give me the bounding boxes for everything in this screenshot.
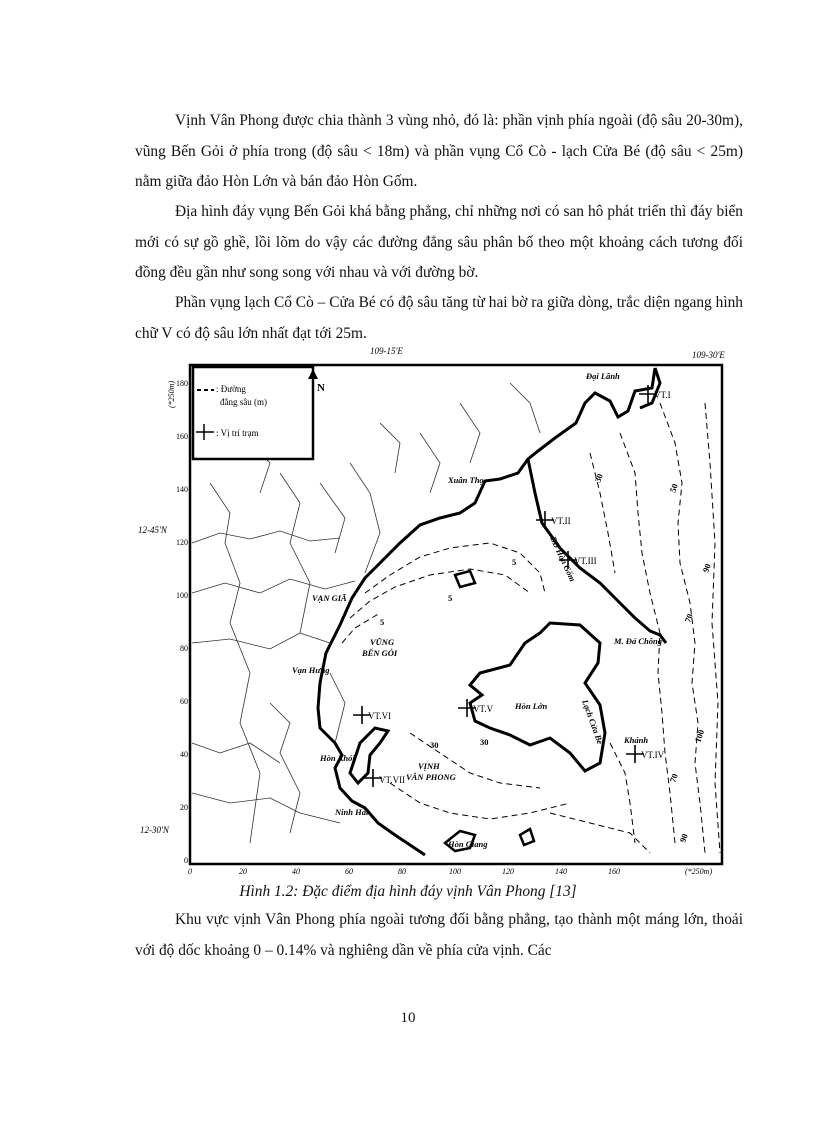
depth-label: 70 — [667, 772, 680, 784]
place-label: Hòn Lớn — [515, 701, 548, 711]
y-tick: 20 — [180, 803, 188, 812]
legend-box — [193, 367, 313, 459]
x-tick: 0 — [188, 867, 192, 876]
depth-label: 30 — [430, 740, 439, 750]
x-tick: 160 — [608, 867, 620, 876]
depth-label: 90 — [677, 832, 690, 844]
station-label: VT.V — [473, 704, 494, 714]
x-tick: 120 — [502, 867, 514, 876]
depth-label: 90 — [700, 562, 713, 574]
paragraph-2: Địa hình đáy vụng Bến Gỏi khá bằng phẳng, chỉ những nơi có san hô phát triển thì đáy biển mới có sự gồ ghề, lồi lõm do vậy các đường đẳng sâu phân bố theo một khoảng cách tương đối đồng đều gần như song song với nhau và với đường bờ. — [135, 203, 743, 281]
y-tick: 180 — [176, 379, 188, 388]
place-label: Ninh Hải — [335, 807, 369, 817]
station-label: VT.IV — [641, 750, 665, 760]
y-tick: 0 — [184, 856, 188, 865]
x-unit-label: (*250m) — [685, 867, 713, 876]
place-label: Vạn Hưng — [292, 665, 330, 675]
y-tick: 60 — [180, 697, 188, 706]
bathymetry-map-figure — [130, 343, 730, 883]
legend-station-label: : Vị trí trạm — [216, 428, 259, 438]
lat-lower-label: 12-30'N — [140, 825, 169, 835]
station-label: VT.VI — [368, 711, 392, 721]
place-label: VẠN GIÃ — [312, 593, 347, 603]
station-label: VT.I — [654, 390, 671, 400]
bathymetry-map — [130, 343, 730, 883]
station-label: VT.II — [551, 516, 571, 526]
depth-label: 30 — [592, 472, 605, 484]
y-tick: 100 — [176, 591, 188, 600]
place-label: VŨNG — [370, 637, 395, 647]
paragraph-1: Vịnh Vân Phong được chia thành 3 vùng nhỏ, đó là: phần vịnh phía ngoài (độ sâu 20-30m), vũng Bến Gỏi ở phía trong (độ sâu < 18m) và phần vụng Cổ Cò - lạch Cửa Bé (độ sâu < 25m) nằm giữa đảo Hòn Lớn và bán đảo Hòn Gốm. — [135, 112, 743, 190]
depth-label: 50 — [667, 482, 680, 494]
paragraph-3: Phần vụng lạch Cổ Cò – Cửa Bé có độ sâu tăng từ hai bờ ra giữa dòng, trắc diện ngang hình chữ V có độ sâu lớn nhất đạt tới 25m. — [135, 294, 743, 342]
station-label: VT.III — [574, 556, 597, 566]
y-tick: 140 — [176, 485, 188, 494]
depth-label: 30 — [480, 737, 489, 747]
x-tick: 20 — [239, 867, 247, 876]
paragraph-4: Khu vực vịnh Vân Phong phía ngoài tương đối bằng phẳng, tạo thành một máng lớn, thoải với độ dốc khoảng 0 – 0.14% và nghiêng dần về phía cửa vịnh. Các — [135, 911, 743, 959]
place-label: Xuân Thọ — [448, 475, 484, 485]
place-label: BẾN GỎI — [362, 648, 398, 658]
y-tick: 40 — [180, 750, 188, 759]
station-label: VT.VII — [379, 775, 406, 785]
x-tick: 60 — [345, 867, 353, 876]
figure-caption: Hình 1.2: Đặc điểm địa hình đáy vịnh Vân Phong [13] — [239, 883, 577, 900]
north-label: N — [317, 382, 325, 394]
place-label: M. Đá Chông — [614, 636, 662, 646]
x-tick: 100 — [449, 867, 461, 876]
lon-right-label: 109-30'E — [692, 350, 725, 360]
place-label: Lạch Cửa Bé — [580, 698, 606, 746]
place-label: Khánh — [624, 735, 649, 745]
y-unit-label: (*250m) — [167, 380, 176, 408]
x-tick: 40 — [292, 867, 300, 876]
x-tick: 140 — [555, 867, 567, 876]
depth-label: 5 — [512, 557, 517, 567]
depth-label: 5 — [448, 593, 453, 603]
y-tick: 160 — [176, 432, 188, 441]
place-label: Hòn Giang — [448, 839, 488, 849]
place-label: Đại Lãnh — [586, 371, 620, 381]
depth-label: 5 — [380, 617, 385, 627]
legend-isobath-label-1: : Đường — [216, 384, 246, 394]
depth-label: 100 — [692, 728, 707, 744]
lat-upper-label: 12-45'N — [138, 525, 167, 535]
depth-label: 70 — [682, 612, 695, 624]
y-tick: 120 — [176, 538, 188, 547]
x-tick: 80 — [398, 867, 406, 876]
place-label: BĐ Hòn Gốm — [548, 534, 578, 583]
place-label: Hòn Khói — [320, 753, 355, 763]
place-label: VỊNH — [418, 761, 440, 771]
place-label: VÂN PHONG — [406, 772, 456, 782]
lon-mid-label: 109-15'E — [370, 346, 403, 356]
legend-isobath-label-2: đẳng sâu (m) — [220, 397, 267, 407]
page-number: 10 — [400, 1010, 416, 1026]
y-tick: 80 — [180, 644, 188, 653]
